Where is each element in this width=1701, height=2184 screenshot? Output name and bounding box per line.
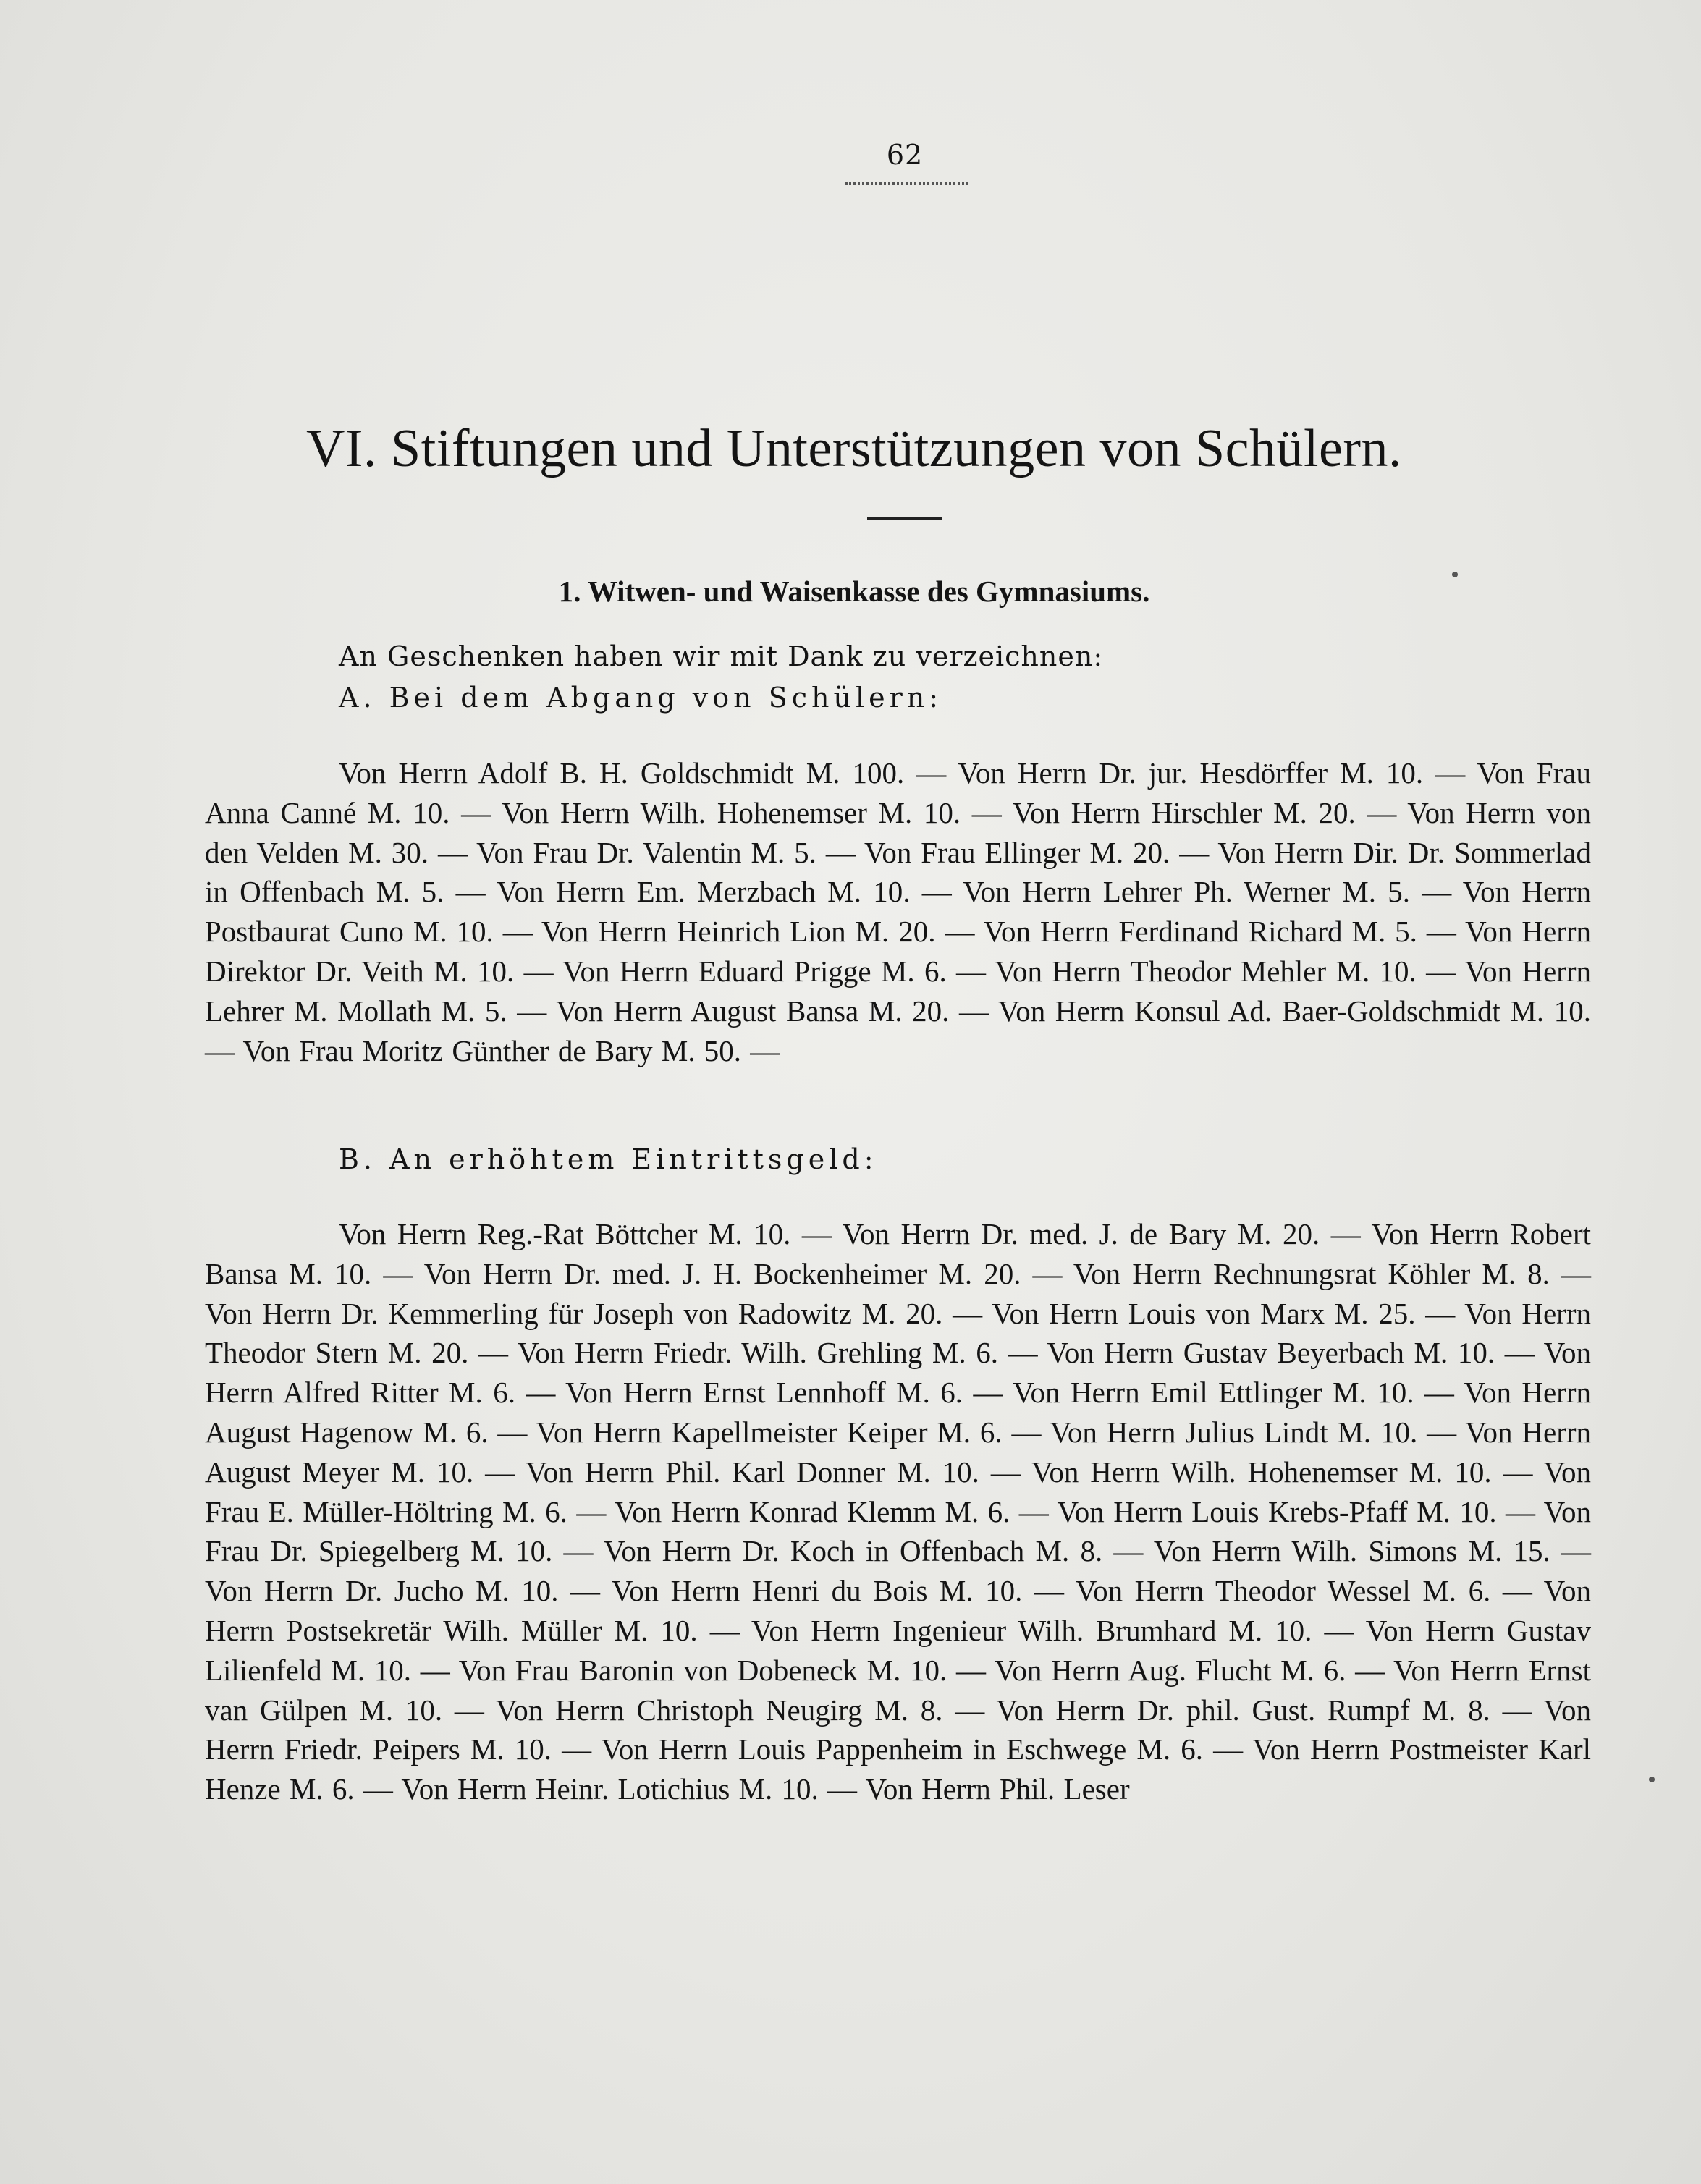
section-b-heading: B. An erhöhtem Eintrittsgeld: xyxy=(339,1143,878,1175)
section-a-paragraph: Von Herrn Adolf B. H. Goldschmidt M. 100. — Von Herrn Dr. jur. Hesdörffer M. 10. — Von Frau Anna Canné M. 10. — Von Herrn Wilh. Hohenemser M. 10. — Von Herrn Hirschler M. 20. — Von Herrn von den Velden M. 30. — Von Frau Dr. Valentin M. 5. — Von Frau Ellinger M. 20. — Von Herrn Dir. Dr. Sommerlad in Offenbach M. 5. — Von Herrn Em. Merzbach M. 10. — Von Herrn Lehrer Ph. Werner M. 5. — Von Herrn Postbaurat Cuno M. 10. — Von Herrn Heinrich Lion M. 20. — Von Herrn Ferdinand Richard M. 5. — Von Herrn Direktor Dr. Veith M. 10. — Von Herrn Eduard Prigge M. 6. — Von Herrn Theodor Mehler M. 10. — Von Herrn Lehrer M. Mollath M. 5. — Von Herrn August Bansa M. 20. — Von Herrn Konsul Ad. Baer-Goldschmidt M. 10. — Von Frau Moritz Günther de Bary M. 50. — xyxy=(205,756,1591,1067)
intro-line: An Geschenken haben wir mit Dank zu verzeichnen: xyxy=(339,640,1104,672)
chapter-title: VI. Stiftungen und Unterstützungen von Schülern. xyxy=(305,419,1403,478)
section-b-paragraph: Von Herrn Reg.-Rat Böttcher M. 10. — Von Herrn Dr. med. J. de Bary M. 20. — Von Herrn Robert Bansa M. 10. — Von Herrn Dr. med. J. H. Bockenheimer M. 20. — Von Herrn Rechnungsrat Köhler M. 8. — Von Herrn Dr. Kemmerling für Joseph von Radowitz M. 20. — Von Herrn Louis von Marx M. 25. — Von Herrn Theodor Stern M. 20. — Von Herrn Friedr. Wilh. Grehling M. 6. — Von Herrn Gustav Beyerbach M. 10. — Von Herrn Alfred Ritter M. 6. — Von Herrn Ernst Lennhoff M. 6. — Von Herrn Emil Ettlinger M. 10. — Von Herrn August Hagenow M. 6. — Von Herrn Kapellmeister Keiper M. 6. — Von Herrn Julius Lindt M. 10. — Von Herrn August Meyer M. 10. — Von Herrn Phil. Karl Donner M. 10. — Von Herrn Wilh. Hohenemser M. 10. — Von Frau E. Müller-Höltring M. 6. — Von Herrn Konrad Klemm M. 6. — Von Herrn Louis Krebs-Pfaff M. 10. — Von Frau Dr. Spiegelberg M. 10. — Von Herrn Dr. Koch in Offenbach M. 8. — Von Herrn Wilh. Simons M. 15. — Von Herrn Dr. Jucho M. 10. — Von Herrn Henri du Bois M. 10. — Von Herrn Theodor Wessel M. 6. — Von Herrn Postsekretär Wilh. Müller M. 10. — Von Herrn Ingenieur Wilh. Brumhard M. 10. — Von Herrn Gustav Lilienfeld M. 10. — Von Frau Baronin von Dobeneck M. 10. — Von Herrn Aug. Flucht M. 6. — Von Herrn Ernst van Gülpen M. 10. — Von Herrn Christoph Neugirg M. 8. — Von Herrn Dr. phil. Gust. Rumpf M. 8. — Von Herrn Friedr. Peipers M. 10. — Von Herrn Louis Pappenheim in Eschwege M. 6. — Von Herrn Postmeister Karl Henze M. 6. — Von Herrn Heinr. Lotichius M. 10. — Von Herrn Phil. Leser xyxy=(205,1217,1591,1806)
page-number: 62 xyxy=(886,139,924,171)
section-a-heading: A. Bei dem Abgang von Schülern: xyxy=(339,682,943,714)
title-divider xyxy=(867,517,942,520)
section-title: 1. Witwen- und Waisenkasse des Gymnasiums. xyxy=(558,575,1150,608)
print-speck xyxy=(1649,1777,1655,1782)
print-speck xyxy=(1452,572,1458,577)
page-number-rule xyxy=(845,179,968,185)
